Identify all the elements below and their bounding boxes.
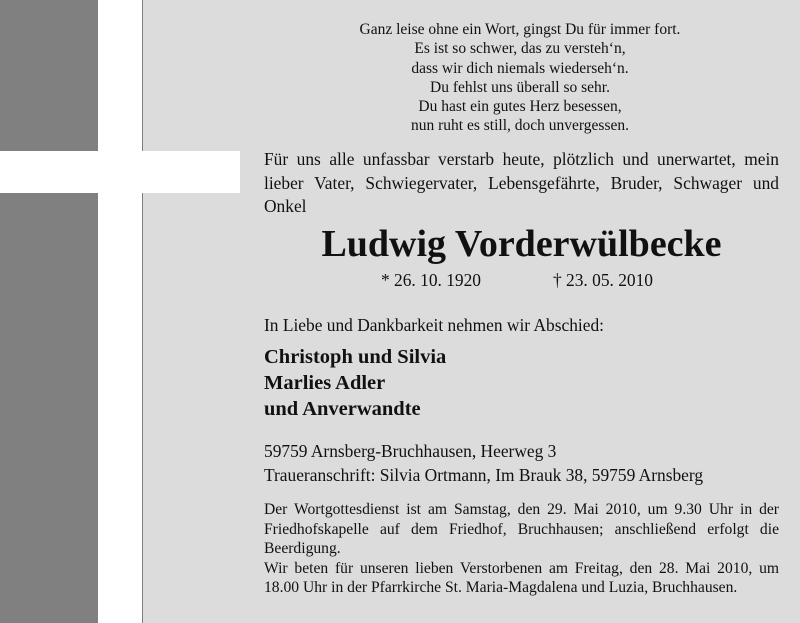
poem-line: Ganz leise ohne ein Wort, gingst Du für immer fort. [359, 21, 681, 38]
home-address: 59759 Arnsberg-Bruchhausen, Heerweg 3 [264, 441, 557, 461]
mourner-name: und Anverwandte [264, 398, 421, 420]
announcement-line: Für uns alle unfassbar verstarb heute, plötzlich und unerwartet, mein [264, 149, 779, 169]
mourner-name: Marlies Adler [264, 372, 386, 394]
death-date: † 23. 05. 2010 [553, 270, 653, 290]
poem-line: Du fehlst uns überall so sehr. [430, 78, 610, 96]
memorial-poem [320, 20, 720, 136]
deceased-name: Ludwig Vorderwülbecke [321, 223, 722, 265]
cross-horizontal-beam [0, 151, 240, 193]
mourners-list [264, 344, 446, 422]
service-details [264, 500, 779, 598]
death-announcement [264, 148, 779, 219]
birth-date: * 26. 10. 1920 [381, 270, 481, 290]
service-line: 18.00 Uhr in der Pfarrkirche St. Maria-Magdalena und Luzia, Bruchhausen. [264, 579, 738, 597]
service-line: Wir beten für unseren lieben Verstorbenen am Freitag, den 28. Mai 2010, um [264, 559, 779, 577]
address-block [264, 440, 703, 487]
service-line: Friedhofskapelle auf dem Friedhof, Bruchhausen; anschließend erfolgt die [264, 520, 779, 538]
mourner-name: Christoph und Silvia [264, 346, 447, 368]
poem-line: nun ruht es still, doch unvergessen. [411, 117, 629, 135]
poem-line: Du hast ein gutes Herz besessen, [418, 98, 622, 116]
announcement-line: lieber Vater, Schwiegervater, Lebensgefährte, Bruder, Schwager und [264, 172, 779, 193]
service-line: Beerdigung. [264, 540, 341, 558]
farewell-line: In Liebe und Dankbarkeit nehmen wir Abschied: [264, 315, 604, 335]
poem-line: dass wir dich niemals wiederseh‘n. [411, 59, 629, 77]
announcement-line: Onkel [264, 196, 307, 216]
service-line: Der Wortgottesdienst ist am Samstag, den 29. Mai 2010, um 9.30 Uhr in der [264, 501, 779, 518]
mourning-address: Traueranschrift: Silvia Ortmann, Im Brauk 38, 59759 Arnsberg [264, 464, 704, 485]
cross-vertical-beam [98, 0, 142, 623]
poem-line: Es ist so schwer, das zu versteh‘n, [414, 40, 626, 58]
